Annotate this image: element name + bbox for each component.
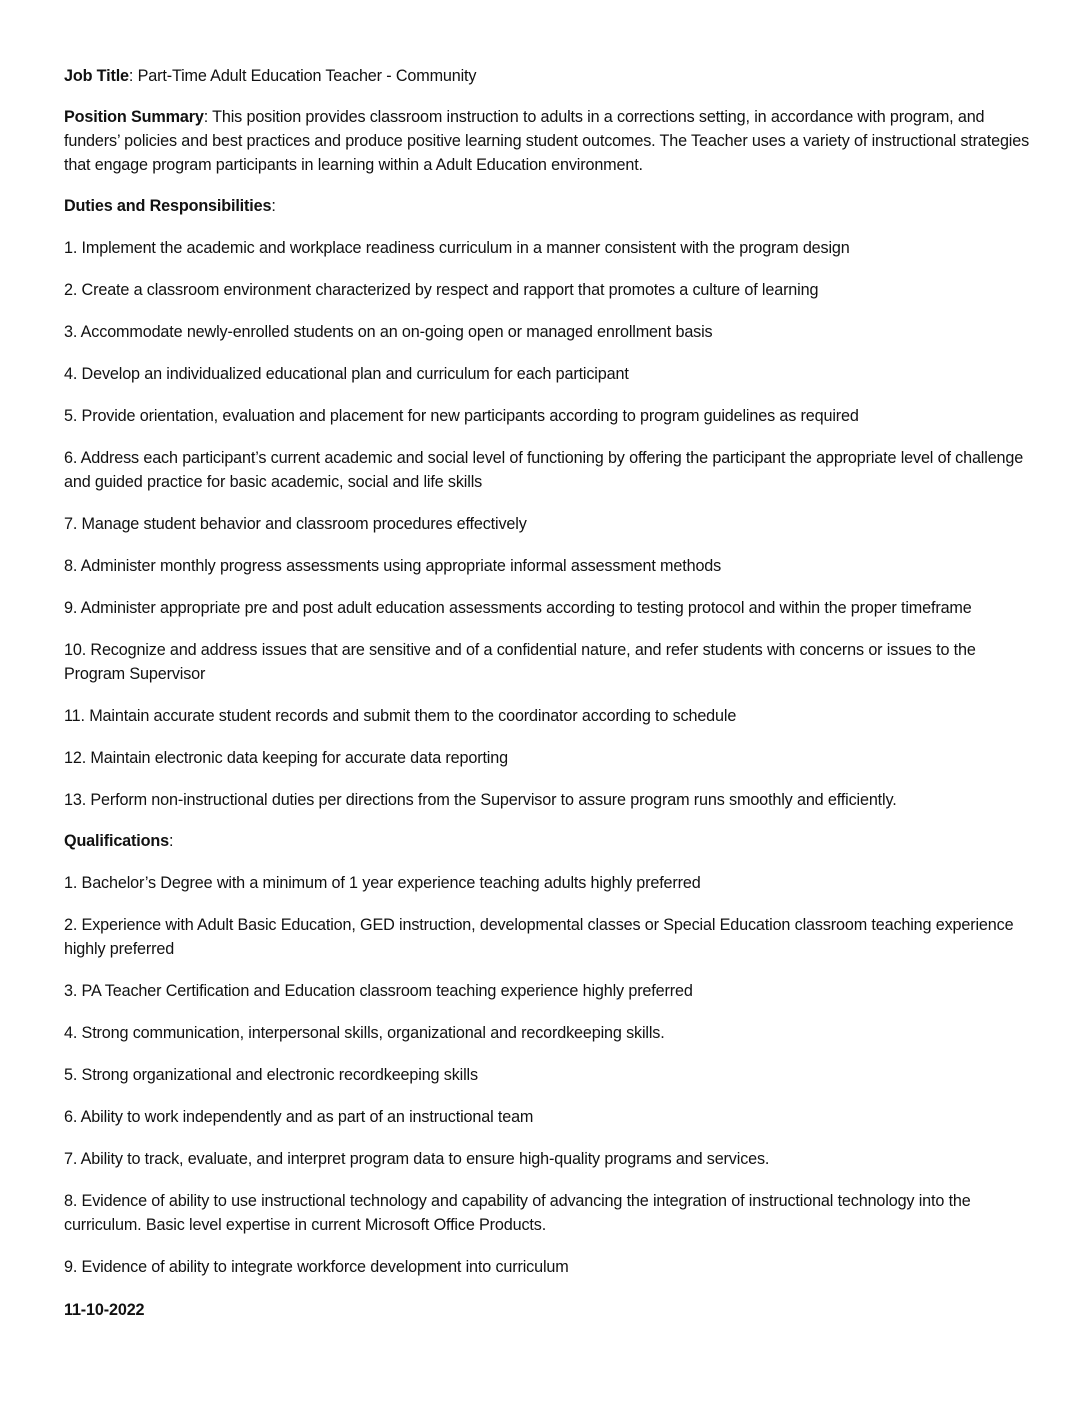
duty-item [64, 704, 1034, 728]
duty-item-text: . Address each participant’s current academic and social level of functioning by offering the participant the appropriate level of challenge and guided practice for basic academic, social and life skills [64, 449, 1024, 491]
duty-item-text: . Recognize and address issues that are sensitive and of a confidential nature, and refer students with concerns or issues to the Program Supervisor [64, 641, 976, 683]
duty-item-text: . Provide orientation, evaluation and placement for new participants according to program guidelines as required [72, 407, 859, 425]
document-page [64, 64, 1034, 1322]
duty-item-number: 2 [64, 281, 73, 299]
position-summary-text: : This position provides classroom instruction to adults in a corrections setting, in accordance with program, and funders’ policies and best practices and produce positive learning student outcomes. The Teacher uses a variety of instructional strategies that engage program participants in learning within a Adult Education environment. [64, 108, 1030, 174]
duty-item-number: 10 [64, 641, 82, 659]
duties-heading-line [64, 194, 1034, 218]
job-title-label: Job Title [64, 67, 129, 85]
duty-item [64, 446, 1034, 494]
duty-item-text: . Perform non-instructional duties per directions from the Supervisor to assure program runs smoothly and efficiently. [81, 791, 897, 809]
duties-heading-suffix: : [271, 197, 276, 215]
qualification-item-text: . Evidence of ability to use instructional technology and capability of advancing the integration of instructional technology into the curriculum. Basic level expertise in current Microsoft Office Products. [64, 1192, 971, 1234]
duty-item [64, 746, 1034, 770]
document-date: 11-10-2022 [64, 1301, 145, 1319]
qualifications-heading: Qualifications [64, 832, 169, 850]
duty-item-text: . Administer monthly progress assessments using appropriate informal assessment methods [72, 557, 722, 575]
duty-item [64, 320, 1034, 344]
qualification-item [64, 1255, 1034, 1279]
duty-item-number: 6 [64, 449, 73, 467]
duty-item-number: 11 [64, 707, 81, 725]
duty-item [64, 512, 1034, 536]
duty-item-number: 3 [64, 323, 73, 341]
qualification-item-text: . Strong organizational and electronic recordkeeping skills [72, 1066, 478, 1084]
position-summary-label: Position Summary [64, 108, 204, 126]
qualification-item [64, 913, 1034, 961]
qualification-item-number: 7 [64, 1150, 73, 1168]
duty-item-number: 1 [64, 239, 73, 257]
qualification-item-number: 9 [64, 1258, 73, 1276]
qualifications-heading-line [64, 829, 1034, 853]
duty-item-text: . Manage student behavior and classroom procedures effectively [72, 515, 527, 533]
qualification-item [64, 1105, 1034, 1129]
duty-item-number: 9 [64, 599, 73, 617]
duty-item-text: . Accommodate newly-enrolled students on an on-going open or managed enrollment basis [72, 323, 713, 341]
qualification-item [64, 1063, 1034, 1087]
qualification-item-number: 8 [64, 1192, 73, 1210]
duty-item [64, 362, 1034, 386]
position-summary [64, 105, 1034, 177]
duty-item-text: . Administer appropriate pre and post adult education assessments according to testing protocol and within the proper timeframe [72, 599, 972, 617]
qualification-item [64, 979, 1034, 1003]
qualification-item-text: . Strong communication, interpersonal skills, organizational and recordkeeping skills. [72, 1024, 665, 1042]
duties-list [64, 236, 1034, 812]
duty-item-text: . Create a classroom environment characterized by respect and rapport that promotes a culture of learning [72, 281, 819, 299]
qualification-item-number: 4 [64, 1024, 73, 1042]
duty-item-number: 5 [64, 407, 73, 425]
qualifications-heading-suffix: : [168, 832, 174, 850]
qualifications-list [64, 871, 1034, 1279]
duty-item [64, 404, 1034, 428]
duty-item [64, 554, 1034, 578]
qualification-item-number: 6 [64, 1108, 73, 1126]
duty-item [64, 236, 1034, 260]
duty-item-text: . Maintain electronic data keeping for accurate data reporting [81, 749, 508, 767]
qualification-item-text: . Bachelor’s Degree with a minimum of 1 year experience teaching adults highly preferred [72, 874, 701, 892]
job-title-value: : Part-Time Adult Education Teacher - Community [128, 67, 477, 85]
qualification-item-text: . Ability to work independently and as part of an instructional team [72, 1108, 534, 1126]
duty-item-text: . Develop an individualized educational plan and curriculum for each participant [72, 365, 629, 383]
duty-item [64, 638, 1034, 686]
duty-item-number: 13 [64, 791, 82, 809]
duty-item-number: 4 [64, 365, 73, 383]
duty-item [64, 788, 1034, 812]
qualification-item-number: 3 [64, 982, 73, 1000]
qualification-item-text: . Experience with Adult Basic Education, GED instruction, developmental classes or Special Education classroom teaching experience highly preferred [64, 916, 1014, 958]
duty-item-text: . Maintain accurate student records and submit them to the coordinator according to schedule [80, 707, 737, 725]
duties-heading: Duties and Responsibilities [64, 197, 272, 215]
duty-item [64, 278, 1034, 302]
qualification-item-text: . PA Teacher Certification and Education classroom teaching experience highly preferred [72, 982, 693, 1000]
qualification-item-text: . Evidence of ability to integrate workforce development into curriculum [72, 1258, 569, 1276]
duty-item-number: 12 [64, 749, 82, 767]
qualification-item-number: 5 [64, 1066, 73, 1084]
duty-item-number: 8 [64, 557, 73, 575]
duty-item-text: . Implement the academic and workplace readiness curriculum in a manner consistent with the program design [72, 239, 850, 257]
qualification-item-number: 1 [64, 874, 73, 892]
job-title-line [64, 64, 1034, 88]
qualification-item [64, 871, 1034, 895]
duty-item-number: 7 [64, 515, 73, 533]
qualification-item [64, 1189, 1034, 1237]
qualification-item [64, 1021, 1034, 1045]
duty-item [64, 596, 1034, 620]
qualification-item [64, 1147, 1034, 1171]
qualification-item-text: . Ability to track, evaluate, and interpret program data to ensure high-quality programs and services. [72, 1150, 770, 1168]
qualification-item-number: 2 [64, 916, 73, 934]
